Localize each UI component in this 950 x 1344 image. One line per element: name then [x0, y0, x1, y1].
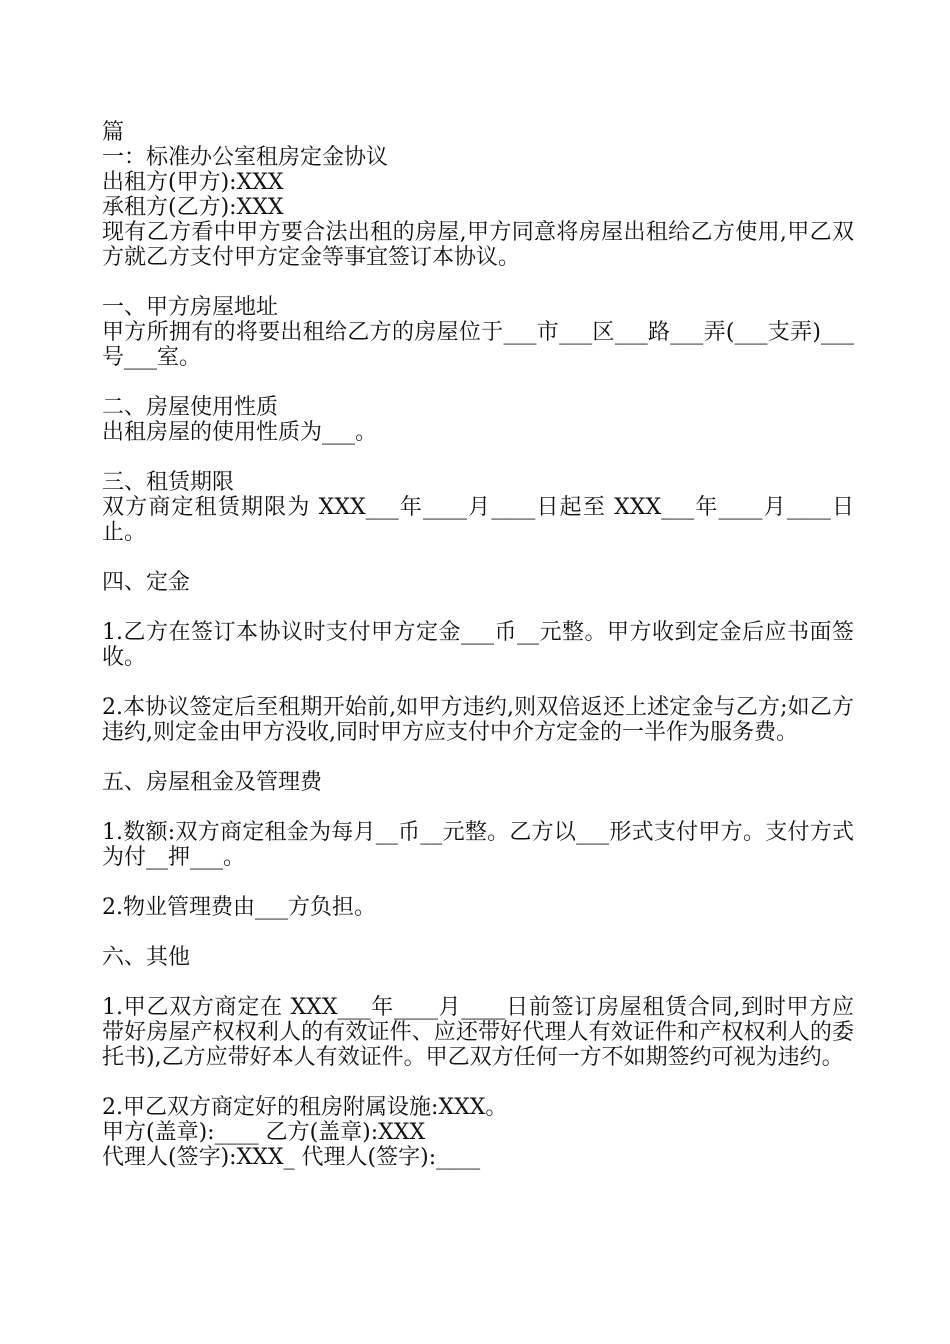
signature-line-2: 代理人(签字):XXX_ 代理人(签字):____: [102, 1145, 481, 1170]
deposit-item-1: 1.乙方在签订本协议时支付甲方定金___币__元整。甲方收到定金后应书面签收。: [102, 620, 854, 670]
spacer: [102, 870, 854, 895]
signature-line-1: 甲方(盖章):____ 乙方(盖章):XXX: [102, 1120, 426, 1145]
spacer: [102, 795, 854, 820]
spacer: [102, 270, 854, 295]
spacer: [102, 445, 854, 470]
spacer: [102, 970, 854, 995]
section-body-usage: 出租房屋的使用性质为___。: [102, 420, 378, 445]
spacer: [102, 595, 854, 620]
section-body-address: 甲方所拥有的将要出租给乙方的房屋位于___市___区___路___弄(___支弄)___号___室。: [102, 320, 854, 370]
deposit-item-2: 2.本协议签定后至租期开始前,如甲方违约,则双倍返还上述定金与乙方;如乙方违约,则定金由甲方没收,同时甲方应支付中介方定金的一半作为服务费。: [102, 695, 854, 745]
party-a-line: 出租方(甲方):XXX: [102, 170, 284, 195]
section-heading-usage: 二、房屋使用性质: [102, 395, 279, 420]
spacer: [102, 920, 854, 945]
party-b-line: 承租方(乙方):XXX: [102, 195, 284, 220]
spacer: [102, 370, 854, 395]
section-heading-other: 六、其他: [102, 945, 191, 970]
spacer: [102, 745, 854, 770]
section-heading-rent: 五、房屋租金及管理费: [102, 770, 323, 795]
header-char: 篇: [102, 120, 125, 145]
section-heading-deposit: 四、定金: [102, 570, 191, 595]
rent-item-1: 1.数额:双方商定租金为每月__币__元整。乙方以___形式支付甲方。支付方式为付__押___。: [102, 820, 854, 870]
spacer: [102, 1070, 854, 1095]
other-item-1: 1.甲乙双方商定在 XXX___年____月____日前签订房屋租赁合同,到时甲方应带好房屋产权权利人的有效证件、应还带好代理人有效证件和产权权利人的委托书),乙方应带好本人有效证件。甲乙双方任何一方不如期签约可视为违约。: [102, 995, 854, 1070]
spacer: [102, 545, 854, 570]
section-heading-address: 一、甲方房屋地址: [102, 295, 279, 320]
rent-item-2: 2.物业管理费由___方负担。: [102, 895, 376, 920]
section-heading-term: 三、租赁期限: [102, 470, 235, 495]
spacer: [102, 670, 854, 695]
document-title: 一：标准办公室租房定金协议: [102, 145, 389, 170]
other-item-2: 2.甲乙双方商定好的租房附属设施:XXX。: [102, 1095, 508, 1120]
intro-paragraph: 现有乙方看中甲方要合法出租的房屋,甲方同意将房屋出租给乙方使用,甲乙双方就乙方支付甲方定金等事宜签订本协议。: [102, 220, 854, 270]
section-body-term: 双方商定租赁期限为 XXX___年____月____日起至 XXX___年____月____日止。: [102, 495, 854, 545]
document-body: [102, 120, 854, 1170]
